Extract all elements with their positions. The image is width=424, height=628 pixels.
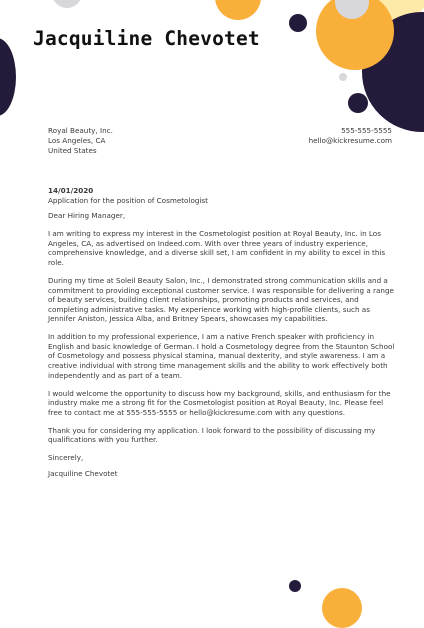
signature: Jacquiline Chevotet	[48, 469, 118, 478]
recipient-city: Los Angeles, CA	[48, 136, 106, 146]
decor-circle	[215, 0, 261, 20]
decor-circle	[322, 588, 362, 628]
recipient-address	[48, 126, 113, 157]
paragraph-experience: During my time at Soleil Beauty Salon, Inc., I demonstrated strong communication skills and a commitment to providing exceptional customer service. I was responsible for delivering a range of beauty services, building client relationships, promoting products and services, and completing administrative tasks. My experience working with high-profile clients, such as Jennifer Aniston, Jessica Alba, and Britney Spears, showcases my capabilities.	[48, 275, 394, 324]
paragraph-fit: I would welcome the opportunity to discuss how my background, skills, and enthusiasm for the industry make me a strong fit for the Cosmetologist position at Royal Beauty, Inc. Please feel free to contact me at 555-555-5555 or hello@kickresume.com with any questions.	[48, 388, 391, 417]
decor-circle	[289, 14, 307, 32]
paragraph-intro: I am writing to express my interest in the Cosmetologist position at Royal Beauty, Inc. in Los Angeles, CA, as advertised on Indeed.com. With over three years of industry experience, comprehensive knowledge, and a diverse skill set, I am confident in my ability to excel in this role.	[48, 229, 386, 267]
paragraph-thanks: Thank you for considering my application. I look forward to the possibility of discussing my qualifications with you further.	[48, 425, 376, 445]
decor-circle	[348, 93, 368, 113]
letter-body	[48, 186, 396, 479]
decor-circle	[339, 73, 347, 81]
decor-circle	[0, 38, 16, 116]
contact-phone: 555-555-5555	[341, 126, 392, 135]
closing: Sincerely,	[48, 453, 84, 463]
recipient-country: United States	[48, 146, 97, 156]
recipient-company: Royal Beauty, Inc.	[48, 126, 113, 135]
decor-circle	[52, 0, 82, 8]
decor-circle	[289, 580, 301, 592]
contact-email: hello@kickresume.com	[308, 136, 392, 146]
salutation: Dear Hiring Manager,	[48, 211, 126, 221]
letter-subject: Application for the position of Cosmetologist	[48, 195, 208, 205]
letter-date: 14/01/2020	[48, 186, 94, 195]
paragraph-qualifications: In addition to my professional experience, I am a native French speaker with proficiency in English and basic knowledge of German. I hold a Cosmetology degree from the Staunton School of Cosmetology and possess physical stamina, manual dexterity, and style awareness. I am a creative individual with strong time management skills and the ability to work effectively both independently and as part of a team.	[48, 332, 395, 380]
applicant-name: Jacquiline Chevotet	[33, 27, 260, 50]
contact-info	[309, 126, 392, 146]
